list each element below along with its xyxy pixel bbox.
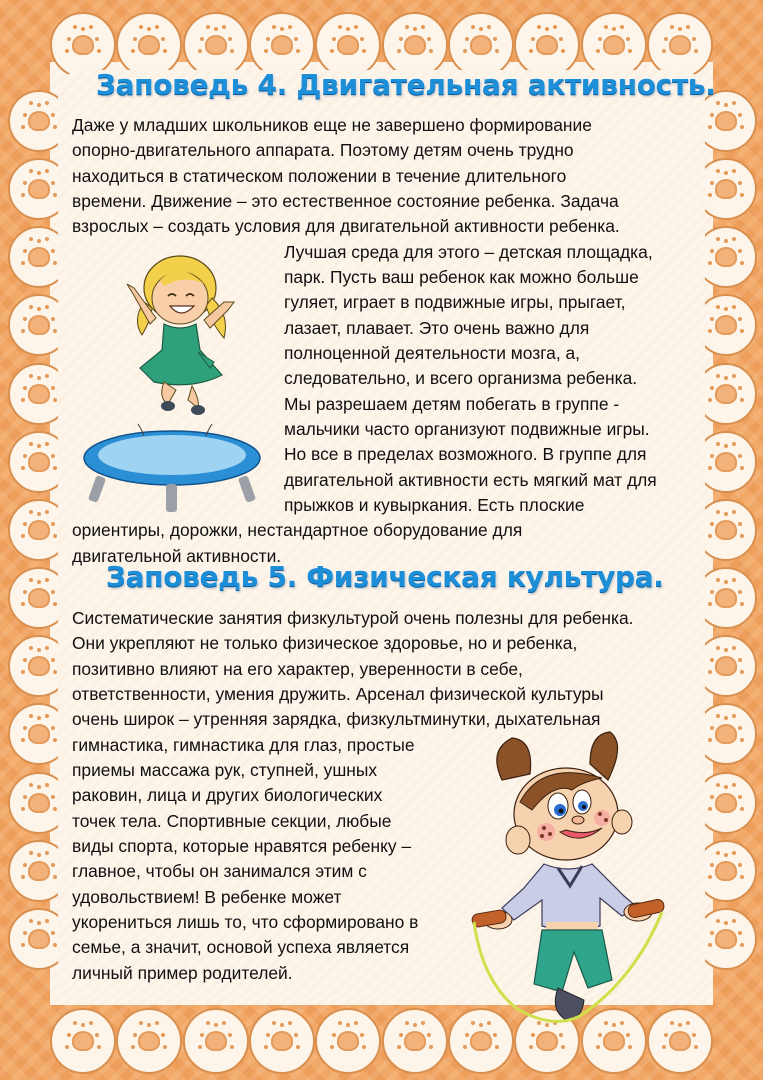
- text-line: Лучшая среда для этого – детская площадка,: [284, 242, 653, 262]
- text-line: Мы разрешаем детям побегать в группе -: [284, 394, 620, 414]
- text-line: виды спорта, которые нравятся ребенку –: [72, 836, 412, 856]
- text-line: точек тела. Спортивные секции, любые: [72, 811, 392, 831]
- text-line: очень широк – утренняя зарядка, физкультминутки, дыхательная: [72, 709, 601, 729]
- text-line: опорно-двигательного аппарата. Поэтому детям очень трудно: [72, 140, 574, 160]
- text-line: позитивно влияют на его характер, уверенности в себе,: [72, 659, 523, 679]
- text-line: прыжков и кувыркания. Есть плоские: [284, 495, 585, 515]
- lace-flower-icon: [183, 1008, 249, 1074]
- text-line: ориентиры, дорожки, нестандартное оборудование для: [72, 520, 523, 540]
- text-line: раковин, лица и других биологических: [72, 785, 383, 805]
- lace-flower-icon: [382, 1008, 448, 1074]
- text-line: ответственности, умения дружить. Арсенал физической культуры: [72, 684, 604, 704]
- text-line: Но все в пределах возможного. В группе для: [284, 444, 647, 464]
- lace-flower-icon: [50, 1008, 116, 1074]
- lace-flower-icon: [249, 1008, 315, 1074]
- text-line: парк. Пусть ваш ребенок как можно больше: [284, 267, 639, 287]
- text-line: находиться в статическом положении в течение длительного: [72, 166, 567, 186]
- lace-border-top: [50, 12, 713, 72]
- text-line: главное, чтобы он занимался этим с: [72, 861, 367, 881]
- text-line: следовательно, и всего организма ребенка.: [284, 368, 638, 388]
- text-line: гимнастика, гимнастика для глаз, простые: [72, 735, 415, 755]
- text-line: приемы массажа рук, ступней, ушных: [72, 760, 378, 780]
- text-line: Даже у младших школьников еще не завершено формирование: [72, 115, 592, 135]
- text-line: укорениться лишь то, что сформировано в: [72, 912, 419, 932]
- text-line: двигательной активности есть мягкий мат для: [284, 470, 657, 490]
- text-line: удовольствием! В ребенке может: [72, 887, 342, 907]
- text-line: Они укрепляют не только физическое здоровье, но и ребенка,: [72, 633, 578, 653]
- text-line: полноценной деятельности мозга, а,: [284, 343, 580, 363]
- text-line: личный пример родителей.: [72, 963, 293, 983]
- text-line: Систематические занятия физкультурой очень полезны для ребенка.: [72, 608, 634, 628]
- girl-jump-rope-illustration: [462, 730, 677, 1025]
- text-line: гуляет, играет в подвижные игры, прыгает,: [284, 292, 626, 312]
- lace-flower-icon: [116, 1008, 182, 1074]
- lace-flower-icon: [315, 1008, 381, 1074]
- text-line: времени. Движение – это естественное состояние ребенка. Задача: [72, 191, 619, 211]
- section5-title: Заповедь 5. Физическая культура.: [106, 560, 664, 593]
- text-line: мальчики часто организуют подвижные игры.: [284, 419, 650, 439]
- text-line: семье, а значит, основой успеха является: [72, 937, 410, 957]
- text-line: лазает, плавает. Это очень важно для: [284, 318, 590, 338]
- text-line: взрослых – создать условия для двигательной активности ребенка.: [72, 216, 620, 236]
- section4-title: Заповедь 4. Двигательная активность.: [96, 68, 716, 101]
- girl-trampoline-illustration: [72, 240, 282, 515]
- text-line: двигательной активности.: [72, 546, 282, 566]
